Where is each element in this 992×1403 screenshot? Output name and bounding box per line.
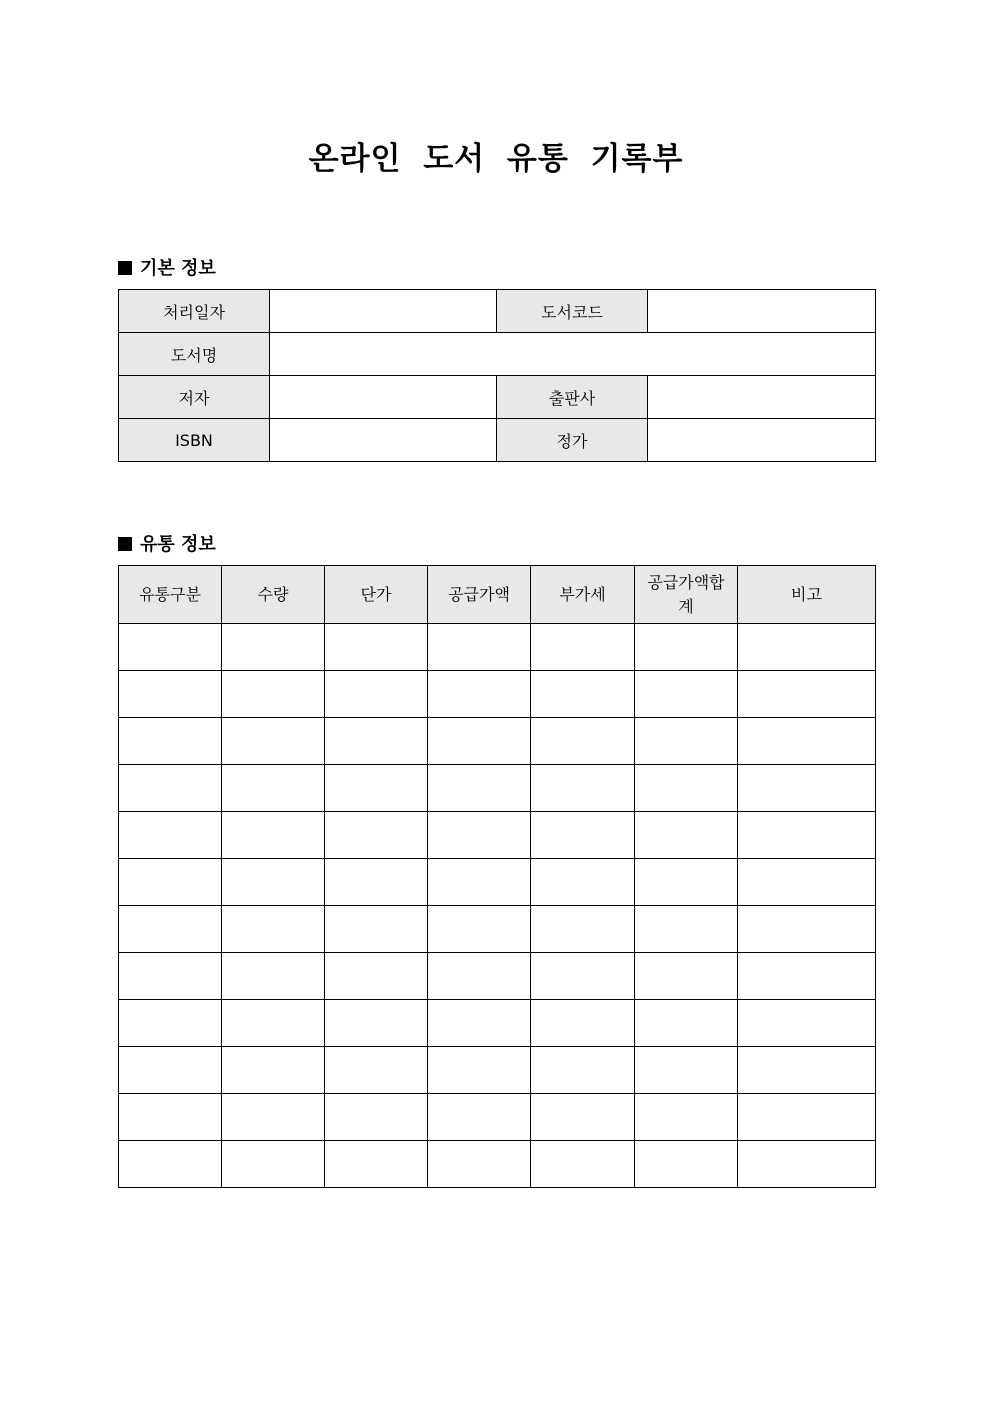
table-cell[interactable]	[738, 1000, 876, 1047]
table-cell[interactable]	[738, 953, 876, 1000]
table-cell[interactable]	[325, 671, 428, 718]
table-row	[119, 1141, 876, 1188]
basic-row	[119, 333, 876, 376]
author-field[interactable]	[270, 376, 497, 419]
table-cell[interactable]	[428, 1047, 531, 1094]
table-cell[interactable]	[635, 718, 738, 765]
table-cell[interactable]	[325, 859, 428, 906]
table-cell[interactable]	[119, 953, 222, 1000]
table-cell[interactable]	[531, 1000, 635, 1047]
label-isbn: ISBN	[119, 419, 270, 462]
table-cell[interactable]	[531, 624, 635, 671]
table-cell[interactable]	[119, 1000, 222, 1047]
column-header: 유통구분	[119, 566, 222, 624]
table-row	[119, 624, 876, 671]
table-cell[interactable]	[119, 1047, 222, 1094]
table-row	[119, 812, 876, 859]
table-cell[interactable]	[531, 1047, 635, 1094]
table-cell[interactable]	[738, 624, 876, 671]
table-cell[interactable]	[222, 1094, 325, 1141]
table-cell[interactable]	[119, 1141, 222, 1188]
table-cell[interactable]	[738, 1141, 876, 1188]
table-cell[interactable]	[531, 765, 635, 812]
distribution-info-heading	[118, 530, 216, 556]
label-book-code: 도서코드	[497, 290, 648, 333]
table-cell[interactable]	[531, 1094, 635, 1141]
distribution-table	[118, 565, 876, 1188]
table-cell[interactable]	[738, 812, 876, 859]
table-cell[interactable]	[428, 765, 531, 812]
table-cell[interactable]	[325, 765, 428, 812]
label-author: 저자	[119, 376, 270, 419]
column-header-cell	[635, 566, 738, 624]
table-cell[interactable]	[531, 718, 635, 765]
table-cell[interactable]	[428, 953, 531, 1000]
table-cell[interactable]	[428, 1094, 531, 1141]
table-cell[interactable]	[738, 859, 876, 906]
column-header: 비고	[738, 566, 876, 624]
table-cell[interactable]	[325, 953, 428, 1000]
publisher-field[interactable]	[648, 376, 876, 419]
table-cell[interactable]	[222, 812, 325, 859]
table-cell[interactable]	[325, 1141, 428, 1188]
label-book-name: 도서명	[119, 333, 270, 376]
table-cell[interactable]	[119, 906, 222, 953]
table-cell[interactable]	[325, 1094, 428, 1141]
table-cell[interactable]	[635, 1094, 738, 1141]
table-cell[interactable]	[222, 953, 325, 1000]
table-cell[interactable]	[531, 812, 635, 859]
table-cell[interactable]	[635, 1000, 738, 1047]
table-row	[119, 765, 876, 812]
table-cell[interactable]	[222, 906, 325, 953]
distribution-info-heading-text: 유통 정보	[140, 534, 216, 555]
table-cell[interactable]	[738, 718, 876, 765]
table-cell[interactable]	[222, 671, 325, 718]
table-cell[interactable]	[428, 1141, 531, 1188]
table-cell[interactable]	[635, 812, 738, 859]
table-cell[interactable]	[635, 671, 738, 718]
table-cell[interactable]	[428, 1000, 531, 1047]
isbn-field[interactable]	[270, 419, 497, 462]
table-cell[interactable]	[222, 765, 325, 812]
table-cell[interactable]	[222, 718, 325, 765]
table-cell[interactable]	[635, 953, 738, 1000]
table-cell[interactable]	[531, 1141, 635, 1188]
table-cell[interactable]	[119, 671, 222, 718]
table-cell[interactable]	[738, 765, 876, 812]
table-cell[interactable]	[325, 718, 428, 765]
basic-row	[119, 290, 876, 333]
label-process-date: 처리일자	[119, 290, 270, 333]
table-cell[interactable]	[738, 906, 876, 953]
table-cell[interactable]	[738, 1094, 876, 1141]
column-header: 부가세	[531, 566, 635, 624]
table-cell[interactable]	[325, 1000, 428, 1047]
table-row	[119, 906, 876, 953]
table-cell[interactable]	[325, 624, 428, 671]
table-cell[interactable]	[325, 906, 428, 953]
table-row	[119, 671, 876, 718]
table-cell[interactable]	[635, 1047, 738, 1094]
book-name-field[interactable]	[270, 333, 876, 376]
table-cell[interactable]	[119, 718, 222, 765]
square-bullet-icon	[118, 537, 132, 551]
basic-info-heading	[118, 254, 216, 280]
table-row	[119, 859, 876, 906]
label-publisher: 출판사	[497, 376, 648, 419]
table-cell[interactable]	[738, 1047, 876, 1094]
table-cell[interactable]	[428, 718, 531, 765]
table-cell[interactable]	[635, 624, 738, 671]
table-row	[119, 953, 876, 1000]
table-row	[119, 718, 876, 765]
table-cell[interactable]	[428, 812, 531, 859]
table-cell[interactable]	[325, 1047, 428, 1094]
book-code-field[interactable]	[648, 290, 876, 333]
page-title: 온라인 도서 유통 기록부	[308, 141, 684, 177]
column-header: 수량	[222, 566, 325, 624]
table-cell[interactable]	[119, 765, 222, 812]
table-cell[interactable]	[738, 671, 876, 718]
basic-row	[119, 419, 876, 462]
table-row	[119, 1047, 876, 1094]
table-row	[119, 1000, 876, 1047]
process-date-field[interactable]	[270, 290, 497, 333]
label-price: 정가	[497, 419, 648, 462]
table-cell[interactable]	[531, 906, 635, 953]
column-header: 단가	[325, 566, 428, 624]
table-cell[interactable]	[428, 624, 531, 671]
table-cell[interactable]	[428, 859, 531, 906]
table-cell[interactable]	[428, 671, 531, 718]
table-cell[interactable]	[325, 812, 428, 859]
table-cell[interactable]	[222, 1141, 325, 1188]
table-cell[interactable]	[635, 1141, 738, 1188]
table-cell[interactable]	[531, 953, 635, 1000]
column-header: 공급가액합계	[647, 572, 725, 616]
table-cell[interactable]	[222, 1000, 325, 1047]
basic-row	[119, 376, 876, 419]
table-cell[interactable]	[531, 671, 635, 718]
table-cell[interactable]	[222, 1047, 325, 1094]
basic-info-table	[118, 289, 876, 462]
table-cell[interactable]	[222, 859, 325, 906]
table-cell[interactable]	[531, 859, 635, 906]
table-header-row	[119, 566, 876, 624]
table-cell[interactable]	[635, 859, 738, 906]
table-cell[interactable]	[119, 812, 222, 859]
basic-info-heading-text: 기본 정보	[140, 258, 216, 279]
table-cell[interactable]	[428, 906, 531, 953]
table-cell[interactable]	[119, 859, 222, 906]
square-bullet-icon	[118, 261, 132, 275]
column-header: 공급가액	[428, 566, 531, 624]
table-cell[interactable]	[635, 906, 738, 953]
table-cell[interactable]	[119, 1094, 222, 1141]
table-row	[119, 1094, 876, 1141]
table-cell[interactable]	[222, 624, 325, 671]
table-cell[interactable]	[635, 765, 738, 812]
table-cell[interactable]	[119, 624, 222, 671]
price-field[interactable]	[648, 419, 876, 462]
